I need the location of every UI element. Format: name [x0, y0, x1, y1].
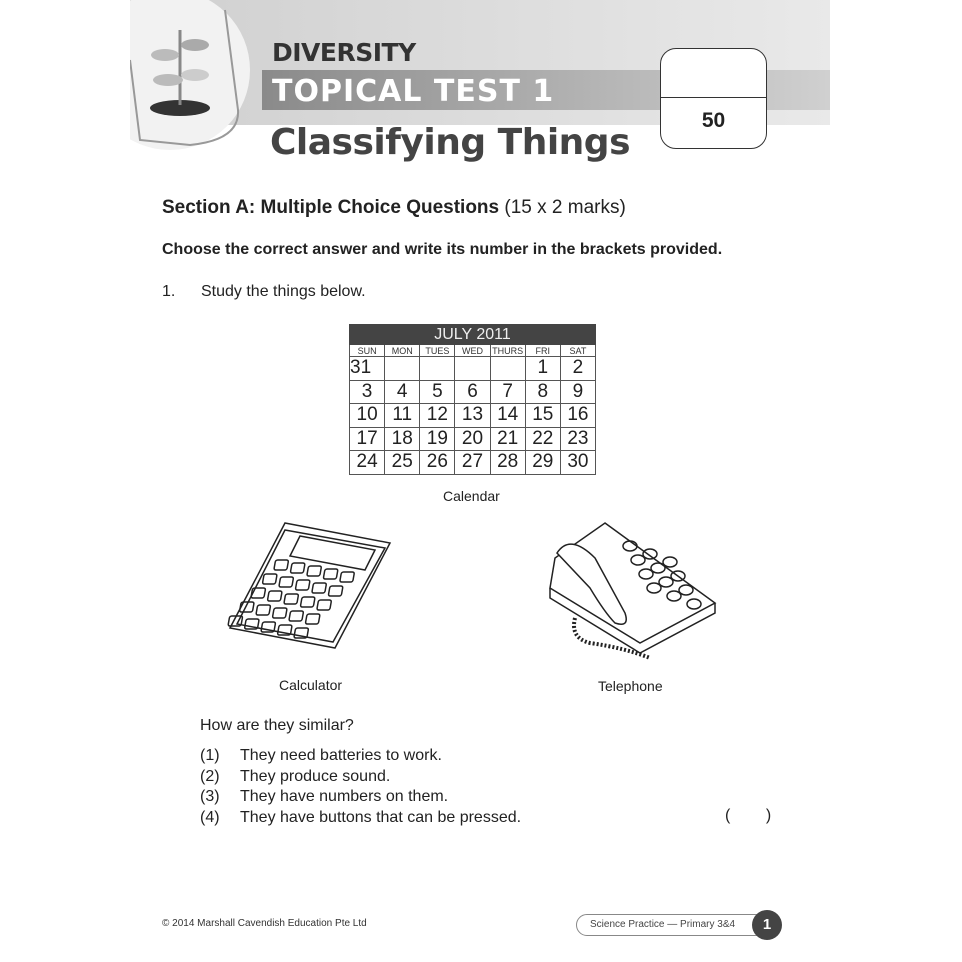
option-number: (1): [200, 747, 220, 764]
calculator-key: [300, 597, 315, 607]
calculator-key: [284, 594, 299, 604]
telephone-key: [659, 577, 673, 587]
telephone-key: [679, 585, 693, 595]
calendar-day-header: WED: [455, 345, 490, 357]
telephone-key: [667, 591, 681, 601]
option-item: [200, 767, 521, 788]
question-prompt: [162, 283, 366, 301]
calendar-date: 25: [385, 451, 420, 475]
calendar: [349, 324, 596, 475]
telephone-image: [545, 518, 720, 668]
test-label: TOPICAL TEST 1: [272, 74, 555, 109]
option-item: [200, 746, 521, 767]
calculator-key: [262, 574, 277, 584]
calculator-image: [225, 518, 395, 658]
options-list: [200, 746, 521, 828]
calculator-key: [274, 560, 289, 570]
calculator-key: [290, 563, 305, 573]
section-heading: [162, 197, 626, 219]
copyright: © 2014 Marshall Cavendish Education Pte Ltd: [162, 918, 367, 929]
telephone-key: [643, 549, 657, 559]
calculator-key: [305, 614, 320, 624]
option-text: They have buttons that can be pressed.: [240, 808, 522, 826]
calendar-date: 4: [385, 380, 420, 404]
calendar-date: 31: [350, 357, 385, 381]
calendar-date: 18: [385, 427, 420, 451]
calendar-date: 7: [490, 380, 525, 404]
calendar-date: 5: [420, 380, 455, 404]
calendar-day-header: SUN: [350, 345, 385, 357]
telephone-key: [663, 557, 677, 567]
calendar-date: 13: [455, 404, 490, 428]
calculator-key: [272, 608, 287, 618]
telephone-key: [623, 541, 637, 551]
calendar-day-header: FRI: [525, 345, 560, 357]
calendar-date: 24: [350, 451, 385, 475]
calculator-key: [323, 569, 338, 579]
answer-brackets[interactable]: ( ): [725, 807, 772, 824]
calendar-date: 28: [490, 451, 525, 475]
calendar-date: 3: [350, 380, 385, 404]
option-number: (4): [200, 808, 220, 826]
calculator-key: [279, 577, 294, 587]
calculator-key: [267, 591, 282, 601]
calendar-date: 8: [525, 380, 560, 404]
calculator-key: [340, 572, 355, 582]
telephone-key: [639, 569, 653, 579]
calendar-date: 15: [525, 404, 560, 428]
calendar-date: 19: [420, 427, 455, 451]
calendar-date: 23: [560, 427, 595, 451]
plant-flask-icon: [130, 0, 250, 150]
telephone-key: [647, 583, 661, 593]
telephone-key: [651, 563, 665, 573]
calculator-key: [328, 586, 343, 596]
calendar-day-header: MON: [385, 345, 420, 357]
calendar-date: 27: [455, 451, 490, 475]
calendar-date: 22: [525, 427, 560, 451]
calculator-key: [307, 566, 322, 576]
calendar-date: 10: [350, 404, 385, 428]
calendar-date: 2: [560, 357, 595, 381]
calendar-day-header: TUES: [420, 345, 455, 357]
calendar-date: 21: [490, 427, 525, 451]
option-item: [200, 787, 521, 808]
calendar-date: [385, 357, 420, 381]
calendar-date: 6: [455, 380, 490, 404]
calendar-date: 26: [420, 451, 455, 475]
calculator-key: [256, 605, 271, 615]
calendar-date: [490, 357, 525, 381]
calendar-date: [455, 357, 490, 381]
section-title: Section A: Multiple Choice Questions: [162, 197, 500, 218]
calendar-title: JULY 2011: [350, 325, 596, 345]
option-text: They produce sound.: [240, 767, 391, 785]
telephone-caption: Telephone: [598, 678, 663, 694]
topic-label: DIVERSITY: [272, 38, 416, 67]
instruction: Choose the correct answer and write its number in the brackets provided.: [162, 241, 723, 258]
calculator-key: [312, 583, 327, 593]
calculator-key: [295, 580, 310, 590]
option-text: They have numbers on them.: [240, 788, 449, 805]
option-number: (3): [200, 788, 220, 805]
calendar-date: [420, 357, 455, 381]
calendar-day-header: THURS: [490, 345, 525, 357]
book-title: Science Practice — Primary 3&4: [576, 914, 766, 936]
telephone-key: [631, 555, 645, 565]
calendar-date: 14: [490, 404, 525, 428]
calculator-key: [317, 600, 332, 610]
sub-prompt: How are they similar?: [200, 717, 354, 734]
score-box: [660, 48, 767, 149]
page-number: 1: [752, 910, 782, 940]
question-number: 1.: [162, 283, 176, 300]
option-item: [200, 808, 521, 829]
section-marks: (15 x 2 marks): [504, 197, 626, 218]
calendar-day-header: SAT: [560, 345, 595, 357]
page-title: Classifying Things: [270, 122, 630, 163]
calendar-date: 9: [560, 380, 595, 404]
calendar-date: 12: [420, 404, 455, 428]
calendar-date: 29: [525, 451, 560, 475]
calendar-caption: Calendar: [443, 488, 500, 504]
calendar-date: 16: [560, 404, 595, 428]
calendar-date: 30: [560, 451, 595, 475]
telephone-key: [687, 599, 701, 609]
prompt-text: Study the things below.: [201, 283, 366, 300]
option-text: They need batteries to work.: [240, 747, 442, 764]
calendar-date: 17: [350, 427, 385, 451]
calendar-date: 1: [525, 357, 560, 381]
calendar-date: 20: [455, 427, 490, 451]
total-marks: 50: [701, 109, 726, 132]
calendar-date: 11: [385, 404, 420, 428]
calculator-key: [289, 611, 304, 621]
option-number: (2): [200, 767, 220, 785]
calculator-caption: Calculator: [279, 677, 343, 693]
